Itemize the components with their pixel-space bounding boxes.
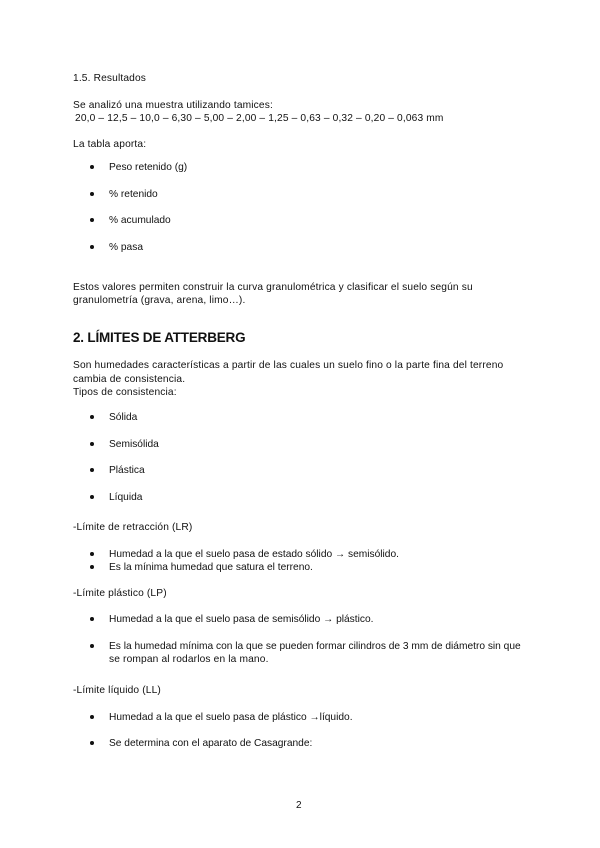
- bullet-icon: [90, 644, 94, 648]
- bullet-icon: [90, 415, 94, 419]
- bullet-icon: [90, 468, 94, 472]
- bullet-icon: [90, 741, 94, 745]
- document-page: 1.5. Resultados Se analizó una muestra utilizando tamices: 20,0 – 12,5 – 10,0 – 6,30 – 5,00 – 2,00 – 1,25 – 0,63 – 0,32 – 0,20 – 0,063 mm La tabla aporta: Peso retenido (g) % retenido % acumulado % pasa Estos valores permiten construir la curva granulométrica y clasificar el suelo según su granulometría (grava, arena, limo…). 2. LÍMITES DE ATTERBERG Son humedades características a partir de las cuales un suelo fino o la parte fina del terreno cambia de consistencia. Tipos de consistencia: Sólida Semisólida Plástica Líquida -Límite de retracción (LR) Humedad a la que el suelo pasa de estado sólido → semisólido. Es la mínima humedad que satura el terreno. -Límite plástico (LP) Humedad a la que el suelo pasa de semisólido → plástico. Es la humedad mínima con la que se pueden formar cilindros de 3 mm de diámetro sin que se rompan al rodarlos en la mano. -Límite líquido (LL) Humedad a la que el suelo pasa de plástico →líquido. Se determina con el aparato de Casagrande: 2: [73, 73, 521, 811]
- paragraph-atterberg-intro-line1: Son humedades características a partir de las cuales un suelo fino o la parte fina del terreno: [73, 360, 504, 371]
- list-item-continuation: se rompan al rodarlos en la mano.: [109, 654, 269, 665]
- paragraph-tamices-list: 20,0 – 12,5 – 10,0 – 6,30 – 5,00 – 2,00 – 1,25 – 0,63 – 0,32 – 0,20 – 0,063 mm: [75, 113, 444, 124]
- limit-title-lp: -Límite plástico (LP): [73, 588, 167, 599]
- section-title-resultados: 1.5. Resultados: [73, 73, 147, 84]
- limit-title-lr: -Límite de retracción (LR): [73, 522, 193, 533]
- section-heading-atterberg: 2. LÍMITES DE ATTERBERG: [73, 330, 246, 345]
- paragraph-atterberg-intro-line2: cambia de consistencia.: [73, 374, 186, 385]
- bullet-icon: [90, 218, 94, 222]
- page-number: 2: [296, 800, 302, 811]
- paragraph-conclusion-line2: granulometría (grava, arena, limo…).: [73, 295, 246, 306]
- paragraph-tabla-intro: La tabla aporta:: [73, 139, 147, 150]
- bullet-icon: [90, 552, 94, 556]
- paragraph-tamices-intro: Se analizó una muestra utilizando tamices:: [73, 100, 273, 111]
- bullet-icon: [90, 495, 94, 499]
- bullet-icon: [90, 165, 94, 169]
- paragraph-conclusion-line1: Estos valores permiten construir la curva granulométrica y clasificar el suelo según su: [73, 282, 473, 293]
- bullet-icon: [90, 565, 94, 569]
- limit-title-ll: -Límite líquido (LL): [73, 685, 161, 696]
- bullet-icon: [90, 715, 94, 719]
- consistency-types-label: Tipos de consistencia:: [73, 387, 177, 398]
- bullet-icon: [90, 192, 94, 196]
- bullet-icon: [90, 617, 94, 621]
- bullet-icon: [90, 442, 94, 446]
- bullet-icon: [90, 245, 94, 249]
